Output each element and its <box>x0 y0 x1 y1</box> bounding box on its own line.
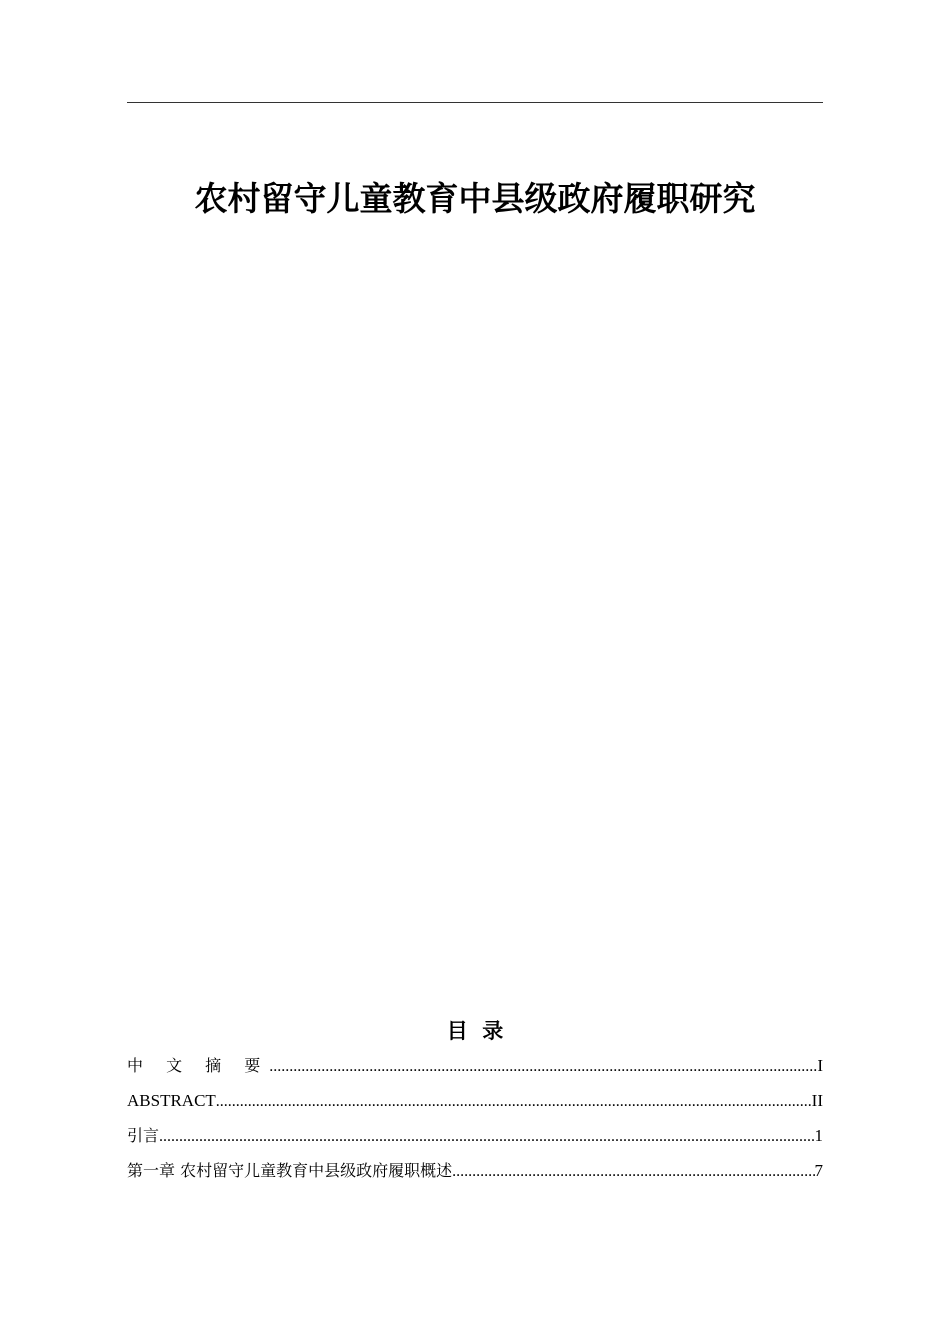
header-rule <box>127 102 823 103</box>
toc-entry-label: 引言 <box>127 1126 160 1145</box>
toc-dot-leader <box>159 1123 814 1151</box>
document-title: 农村留守儿童教育中县级政府履职研究 <box>194 179 756 218</box>
toc-entry-label: 第一章 农村留守儿童教育中县级政府履职概述 <box>127 1161 453 1180</box>
toc-dot-leader <box>216 1088 812 1116</box>
toc-dot-leader <box>452 1158 814 1186</box>
toc-entry-abstract-cn[interactable] <box>127 1052 823 1087</box>
toc-dot-leader <box>269 1053 817 1081</box>
toc-page-number: II <box>811 1091 823 1110</box>
table-of-contents <box>127 1052 823 1192</box>
toc-entry-introduction[interactable] <box>127 1122 823 1157</box>
toc-page-number: 7 <box>814 1161 823 1180</box>
toc-entry-abstract-en[interactable] <box>127 1087 823 1122</box>
toc-entry-label: 中 文 摘 要 <box>127 1056 270 1075</box>
toc-entry-label: ABSTRACT <box>127 1091 216 1110</box>
toc-heading: 目 录 <box>446 1019 504 1043</box>
toc-page-number: I <box>817 1056 823 1075</box>
toc-page-number: 1 <box>814 1126 823 1145</box>
toc-entry-chapter-1[interactable] <box>127 1157 823 1192</box>
